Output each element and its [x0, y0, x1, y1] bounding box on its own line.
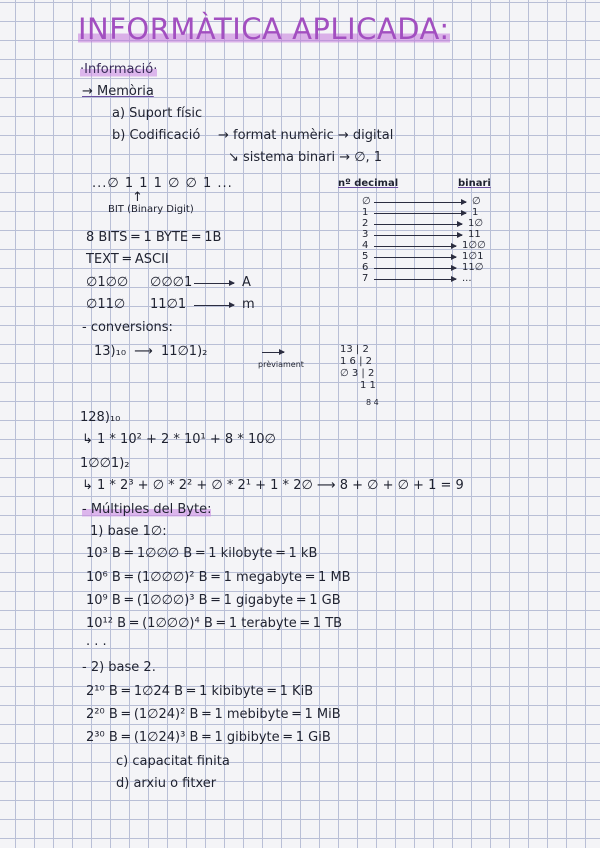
base2-heading: - 2) base 2.: [82, 660, 156, 675]
table-binary-0: ∅: [472, 196, 481, 207]
ascii-row-a-part1: ∅1∅∅: [86, 275, 129, 290]
memoria-item-b: b) Codificació: [112, 128, 201, 143]
ascii-row-a-arrow: [194, 283, 234, 284]
table-arrow: [374, 257, 456, 258]
table-header-decimal: nº decimal: [338, 178, 399, 189]
table-binary-6: 11∅: [462, 262, 484, 273]
memoria-item-c: c) capacitat finita: [116, 754, 230, 769]
table-header-binary: binari: [458, 178, 491, 189]
bit-label: BIT (Binary Digit): [108, 204, 194, 215]
table-decimal-1: 1: [362, 207, 369, 218]
table-binary-5: 1∅1: [462, 251, 484, 262]
table-arrow: [374, 279, 456, 280]
section-heading: ·Informació·: [80, 62, 158, 77]
table-arrow: [374, 224, 462, 225]
binary-expansion: ↳ 1 * 2³ + ∅ * 2² + ∅ * 2¹ + 1 * 2∅ ⟶ 8 + ∅ + ∅ + 1 = 9: [82, 478, 464, 493]
decimal-expansion: ↳ 1 * 10² + 2 * 10¹ + 8 * 10∅: [82, 432, 276, 447]
table-arrow: [374, 268, 456, 269]
ascii-row-a-part2: ∅∅∅1: [150, 275, 193, 290]
multiples-heading: - Múltiples del Byte:: [82, 502, 212, 517]
conversion-note-arrow: [262, 352, 284, 353]
memoria-b-arrow-numeric: → format numèric → digital: [218, 128, 394, 143]
table-binary-1: 1: [472, 207, 479, 218]
bit-sequence: ...∅ 1 1 1 ∅ ∅ 1 ...: [92, 176, 233, 191]
conversion-example: 13)₁₀ ⟶ 11∅1)₂: [94, 344, 208, 359]
table-arrow: [374, 246, 456, 247]
base2-mebibyte: 2²⁰ B ═ (1∅24)² B ═ 1 mebibyte ═ 1 MiB: [86, 707, 341, 722]
base10-heading: 1) base 1∅:: [90, 524, 167, 539]
table-decimal-5: 5: [362, 251, 369, 262]
base10-megabyte: 10⁶ B ═ (1∅∅∅)² B ═ 1 megabyte ═ 1 MB: [86, 570, 351, 585]
table-binary-3: 11: [468, 229, 481, 240]
ascii-row-m-arrow: [194, 305, 234, 306]
division-row-4: 1 1: [360, 380, 376, 391]
table-decimal-7: 7: [362, 273, 369, 284]
table-binary-4: 1∅∅: [462, 240, 486, 251]
base10-gigabyte: 10⁹ B ═ (1∅∅∅)³ B ═ 1 gigabyte ═ 1 GB: [86, 593, 341, 608]
base2-gibibyte: 2³⁰ B ═ (1∅24)³ B ═ 1 gibibyte ═ 1 GiB: [86, 730, 331, 745]
binary-number: 1∅∅1)₂: [80, 456, 130, 471]
table-binary-2: 1∅: [468, 218, 484, 229]
table-arrow: [374, 213, 466, 214]
table-decimal-0: ∅: [362, 196, 371, 207]
text-ascii-equation: TEXT ═ ASCII: [86, 252, 169, 267]
ascii-row-m-part2: 11∅1: [150, 297, 187, 312]
table-decimal-3: 3: [362, 229, 369, 240]
memoria-heading: → Memòria: [82, 84, 154, 99]
table-binary-7: ...: [462, 273, 472, 284]
decimal-number: 128)₁₀: [80, 410, 121, 425]
page-title: INFORMÀTICA APLICADA:: [78, 12, 450, 46]
table-decimal-6: 6: [362, 262, 369, 273]
table-decimal-4: 4: [362, 240, 369, 251]
conversion-note: prèviament: [258, 360, 304, 369]
division-row-2: 1 6 | 2: [340, 356, 372, 367]
memoria-b-arrow-binary: ↘ sistema binari → ∅, 1: [228, 150, 383, 165]
base10-kilobyte: 10³ B ═ 1∅∅∅ B ═ 1 kilobyte ═ 1 kB: [86, 546, 318, 561]
ellipsis: · · ·: [86, 638, 107, 653]
conversions-heading: - conversions:: [82, 320, 173, 335]
base2-kibibyte: 2¹⁰ B ═ 1∅24 B ═ 1 kibibyte ═ 1 KiB: [86, 684, 314, 699]
bit-arrow-up-icon: ↑: [132, 190, 143, 205]
division-row-1: 13 | 2: [340, 344, 369, 355]
ascii-row-a-char: A: [242, 275, 251, 290]
table-arrow: [374, 202, 466, 203]
division-bottom: 8 4: [366, 398, 379, 407]
memoria-item-d: d) arxiu o fitxer: [116, 776, 217, 791]
ascii-row-m-char: m: [242, 297, 255, 312]
division-row-3: ∅ 3 | 2: [340, 368, 375, 379]
base10-terabyte: 10¹² B ═ (1∅∅∅)⁴ B ═ 1 terabyte ═ 1 TB: [86, 616, 343, 631]
ascii-row-m-part1: ∅11∅: [86, 297, 126, 312]
table-decimal-2: 2: [362, 218, 369, 229]
memoria-item-a: a) Suport físic: [112, 106, 203, 121]
table-arrow: [374, 235, 462, 236]
byte-equation: 8 BITS ═ 1 BYTE ═ 1B: [86, 230, 222, 245]
